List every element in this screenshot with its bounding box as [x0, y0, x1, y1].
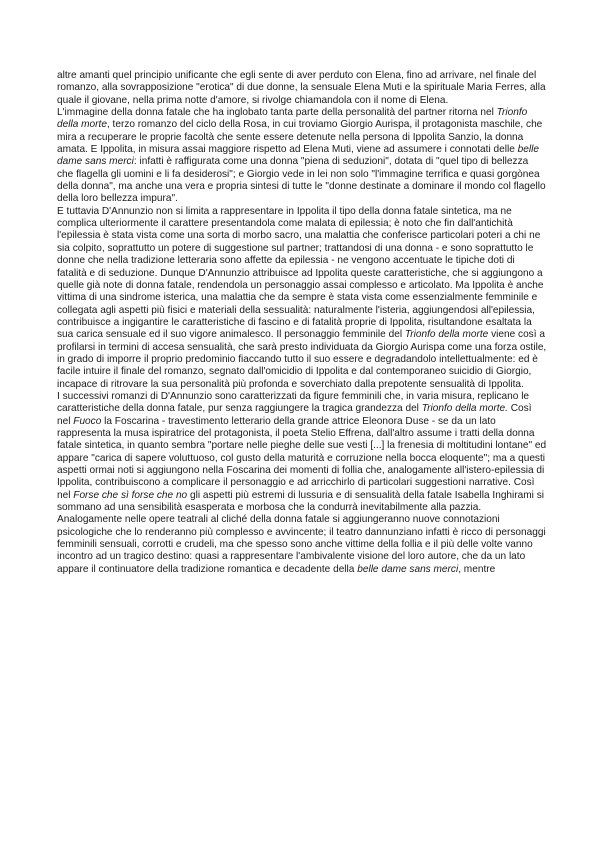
paragraph-text: I successivi romanzi di D'Annunzio sono caratterizzati da figure femminili che, in varia misura, replicano le caratteristiche della donna fatale, pur senza raggiungere la tragica grandezza del — [57, 390, 530, 415]
italic-title-text: belle dame sans merci — [357, 563, 459, 575]
paragraph-text: L'immagine della donna fatale che ha inglobato tanta parte della personalità del partner ritorna nel — [57, 107, 497, 119]
italic-title-text: Forse che sì forse che no — [73, 489, 188, 501]
italic-title-text: Fuoco — [73, 415, 102, 427]
paragraph-text: , mentre — [458, 563, 496, 575]
paragraph — [57, 206, 547, 391]
paragraph — [57, 391, 547, 576]
paragraph-text: : infatti è raffigurata come una donna "piena di seduzioni", dotata di "quel tipo di bellezza che flagella gli uomini e li fa desiderosi"; e Giorgio vede in lei non solo "l'immagine terrifica e quasi gorgònea della donna", ma anche una vera e propria sintesi di tutte le "donne destinate a dominare il mondo col flagello della loro bellezza impura". — [57, 156, 546, 205]
paragraph-text: altre amanti quel principio unificante che egli sente di aver perduto con Elena, fino ad arrivare, nel finale del romanzo, alla sovrapposizione "erotica" di due donne, la sensuale Elena Muti e la spirituale Maria Ferres, alla quale il giovane, nella prima notte d'amore, si rivolge chiamandola con il nome di Elena. — [57, 70, 546, 106]
paragraph-text: viene così a profilarsi in termini di accesa sensualità, che sarà presto individuata da Giorgio Aurispa come una forza ostile, in grado di imporre il proprio predominio fiaccando tutto il suo essere e degradandolo intellettualmente: ed è facile intuire il finale del romanzo, segnato dall'omicidio di Ippolita e dal contemporaneo suicidio di Giorgio, incapace di ritrovare la sua personalità più profonda e soverchiato dalla prepotente sensualità di Ippolita. — [57, 329, 547, 390]
paragraph — [57, 70, 547, 107]
paragraph-text: Così nel — [57, 403, 532, 427]
paragraph-text: gli aspetti più estremi di lussuria e di sensualità della fatale Isabella Inghirami si sommano ad una sensibilità esasperata e morbosa che la condurrà inevitabilmente alla pazzia. Analogamente nelle opere teatrali al cliché della donna fatale si aggiungeranno nuove connotazioni psicologiche che lo renderanno più complesso e avvincente; il teatro dannunziano infatti è ricco di personaggi femminili sensuali, corrotti e crudeli, ma che spesso sono anche vittime della follia e il più delle volte vanno incontro ad un tragico destino: quasi a rappresentare l'ambivalente visione del loro autore, che da un lato appare il continuatore della tradizione romantica e decadente della — [57, 489, 546, 575]
italic-title-text: Trionfo della morte — [404, 329, 489, 341]
italic-title-text: Trionfo della morte — [57, 107, 528, 131]
paragraph — [57, 107, 547, 206]
paragraph-text: la Foscarina - travestimento letterario della grande attrice Eleonora Duse - se da un lato rappresenta la musa ispiratrice del protagonista, il poeta Stelio Effrena, dall'altro assume i tratti della donna fatale sintetica, in quanto sembra "portare nelle pieghe delle sue vesti [...] la frenesia di moltitudini lontane" ed appare "carica di sapere voluttuoso, col gusto della maturità e corruzione nella bocca eloquente"; ma a questi aspetti ormai noti si aggiungono nella Foscarina dei momenti di follia che, analogamente all'istero-epilessia di Ippolita, contribuiscono a complicare il personaggio e ad arricchirlo di particolari suggestioni narrative. Così nel — [57, 415, 547, 501]
paragraph-text: , terzo romanzo del ciclo della Rosa, in cui troviamo Giorgio Aurispa, il protagonista maschile, che mira a recuperare le proprie facoltà che sente essere detenute nella persona di Ippolita Sanzio, la donna amata. E Ippolita, in misura assai maggiore rispetto ad Elena Muti, viene ad assumere i connotati delle — [57, 119, 543, 156]
italic-title-text: belle dame sans merci — [57, 144, 539, 168]
italic-title-text: Trionfo della morte. — [421, 403, 508, 415]
paragraph-text: E tuttavia D'Annunzio non si limita a rappresentare in Ippolita il tipo della donna fatale sintetica, ma ne complica ulteriormente il carattere presentandola come malata di epilessia; è noto che fin dall'antichità l'epilessia è stata vista come una sorta di morbo sacro, una malattia che conferisce particolari poteri a chi ne sia colpito, soprattutto un potere di suggestione sul partner; trattandosi di una donna - e sono soprattutto le donne che nella tradizione letteraria sono affette da epilessia - ne vengono accentuate le tipiche doti di fatalità e di seduzione. Dunque D'Annunzio attribuisce ad Ippolita queste caratteristiche, che si aggiungono a quelle già note di donna fatale, rendendola un personaggio assai complesso e articolato. Ma Ippolita è anche vittima di una sindrome isterica, una malattia che da sempre è stata vista come essenzialmente femminile e collegata agli aspetti più fisici e materiali della sessualità: naturalmente l'isteria, aggiungendosi all'epilessia, contribuisce a ingigantire le caratteristiche di fascino e di fatalità proprie di Ippolita, risultandone esaltata la sua carica sensuale ed il suo vigore animalesco. Il personaggio femminile del — [57, 205, 544, 341]
document-body — [57, 70, 547, 576]
